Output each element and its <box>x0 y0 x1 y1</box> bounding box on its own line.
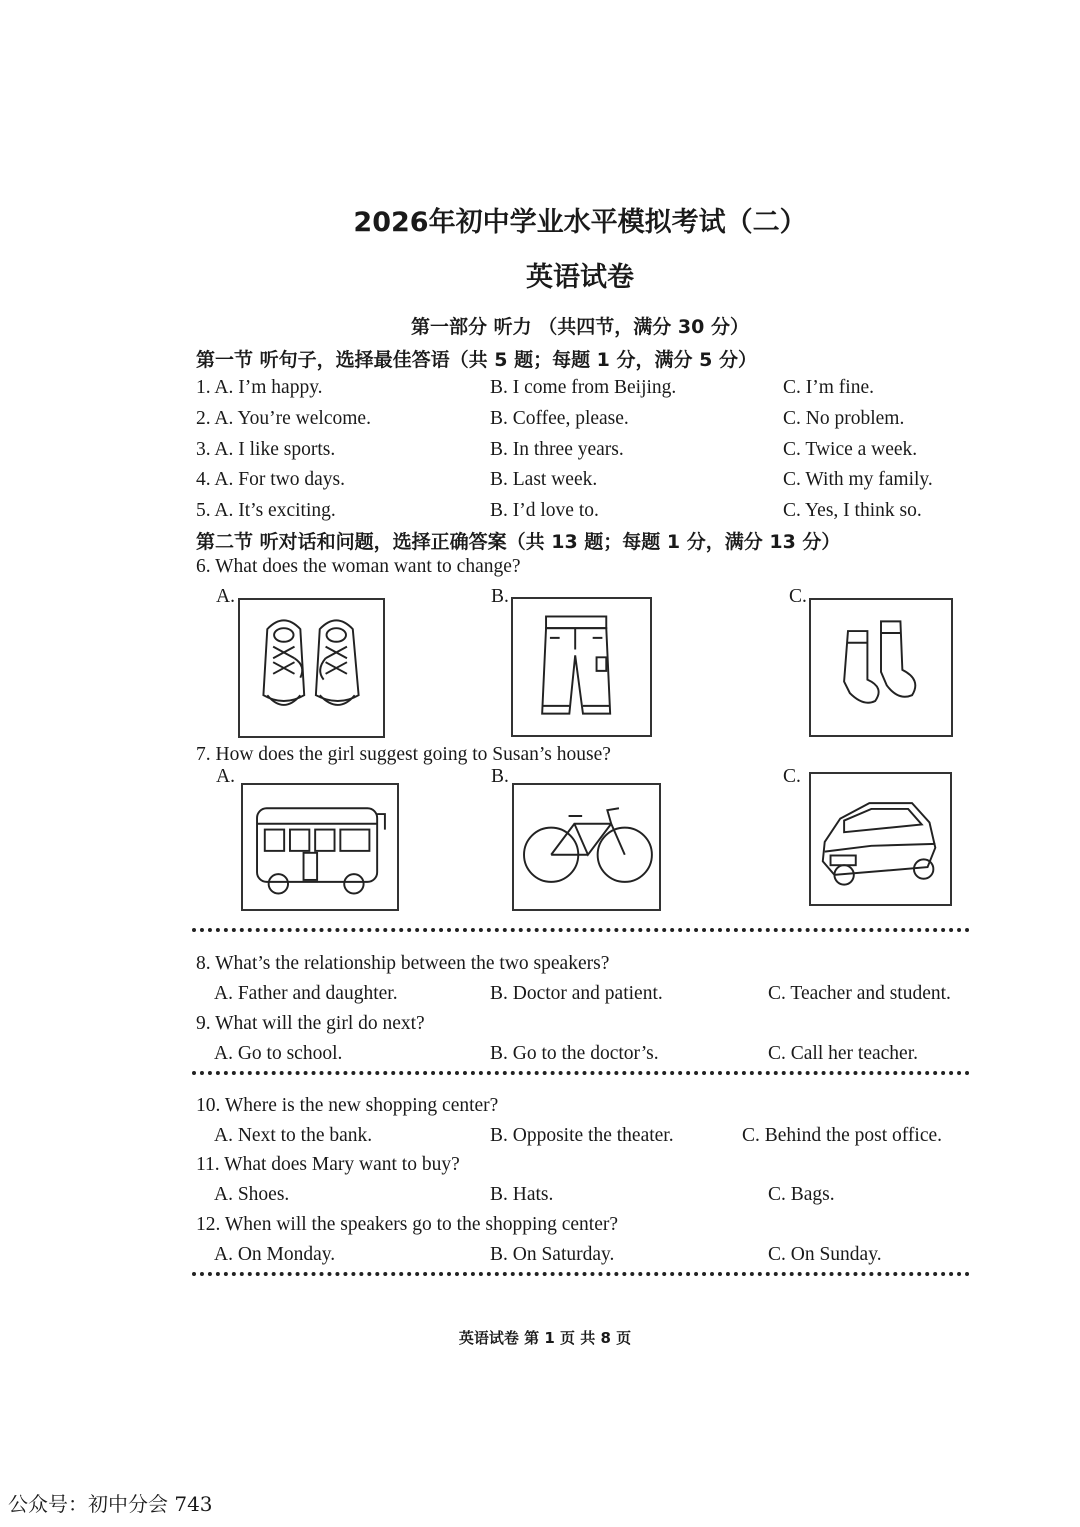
q10-question: 10. Where is the new shopping center? <box>196 1095 499 1116</box>
q1-option-a: 1. A. I’m happy. <box>196 377 323 398</box>
q9-option-a: A. Go to school. <box>214 1043 343 1064</box>
q5-option-a: 5. A. It’s exciting. <box>196 500 336 521</box>
q12-question: 12. When will the speakers go to the shopping center? <box>196 1214 619 1235</box>
q4-option-b: B. Last week. <box>490 469 598 490</box>
q7-picture-a <box>241 783 399 911</box>
q4-option-c: C. With my family. <box>783 469 933 490</box>
q6-picture-c <box>809 598 953 737</box>
q3-option-a: 3. A. I like sports. <box>196 439 336 460</box>
q12-option-a: A. On Monday. <box>214 1244 336 1265</box>
q8-option-b: B. Doctor and patient. <box>490 983 663 1004</box>
q11-option-b: B. Hats. <box>490 1184 554 1205</box>
exam-title: 2026年初中学业水平模拟考试（二） <box>353 207 807 238</box>
q5-option-b: B. I’d love to. <box>490 500 599 521</box>
q2-option-c: C. No problem. <box>783 408 905 429</box>
q10-option-a: A. Next to the bank. <box>214 1125 373 1146</box>
q7-label-a: A. <box>216 766 235 787</box>
q2-option-a: 2. A. You’re welcome. <box>196 408 371 429</box>
section1-heading: 第一节 听句子，选择最佳答语（共 5 题；每题 1 分，满分 5 分） <box>196 349 757 371</box>
q9-option-b: B. Go to the doctor’s. <box>490 1043 659 1064</box>
q1-option-b: B. I come from Beijing. <box>490 377 677 398</box>
q11-option-c: C. Bags. <box>768 1184 835 1205</box>
trousers-icon <box>513 599 650 735</box>
q6-label-a: A. <box>216 586 235 607</box>
page-footer: 英语试卷 第 1 页 共 8 页 <box>458 1329 632 1347</box>
q3-option-c: C. Twice a week. <box>783 439 918 460</box>
q9-option-c: C. Call her teacher. <box>768 1043 918 1064</box>
socks-icon <box>811 600 951 735</box>
q11-question: 11. What does Mary want to buy? <box>196 1154 460 1175</box>
q8-option-a: A. Father and daughter. <box>214 983 398 1004</box>
q5-option-c: C. Yes, I think so. <box>783 500 922 521</box>
q8-option-c: C. Teacher and student. <box>768 983 951 1004</box>
q7-picture-b <box>512 783 661 911</box>
q7-label-c: C. <box>783 766 801 787</box>
q1-option-c: C. I’m fine. <box>783 377 874 398</box>
q6-label-c: C. <box>789 586 807 607</box>
watermark: 公众号：初中分会 743 <box>8 1492 213 1516</box>
bus-icon <box>243 785 397 909</box>
q7-question: 7. How does the girl suggest going to Susan’s house? <box>196 744 611 765</box>
separator <box>192 1272 970 1276</box>
separator <box>192 928 970 932</box>
q8-question: 8. What’s the relationship between the two speakers? <box>196 953 610 974</box>
q10-option-b: B. Opposite the theater. <box>490 1125 674 1146</box>
q7-label-b: B. <box>491 766 509 787</box>
bicycle-icon <box>514 785 659 909</box>
q6-label-b: B. <box>491 586 509 607</box>
q6-picture-a <box>238 598 385 738</box>
q9-question: 9. What will the girl do next? <box>196 1013 425 1034</box>
q2-option-b: B. Coffee, please. <box>490 408 629 429</box>
exam-subtitle: 英语试卷 <box>526 262 634 293</box>
q12-option-b: B. On Saturday. <box>490 1244 615 1265</box>
q4-option-a: 4. A. For two days. <box>196 469 345 490</box>
q10-option-c: C. Behind the post office. <box>742 1125 943 1146</box>
q11-option-a: A. Shoes. <box>214 1184 290 1205</box>
q7-picture-c <box>809 772 952 906</box>
q3-option-b: B. In three years. <box>490 439 624 460</box>
shoes-icon <box>240 600 383 736</box>
q6-question: 6. What does the woman want to change? <box>196 556 521 577</box>
separator <box>192 1071 970 1075</box>
section2-heading: 第二节 听对话和问题，选择正确答案（共 13 题；每题 1 分，满分 13 分） <box>196 531 841 553</box>
part-heading: 第一部分 听力 （共四节，满分 30 分） <box>411 316 749 338</box>
q12-option-c: C. On Sunday. <box>768 1244 882 1265</box>
q6-picture-b <box>511 597 652 737</box>
car-icon <box>811 774 950 904</box>
